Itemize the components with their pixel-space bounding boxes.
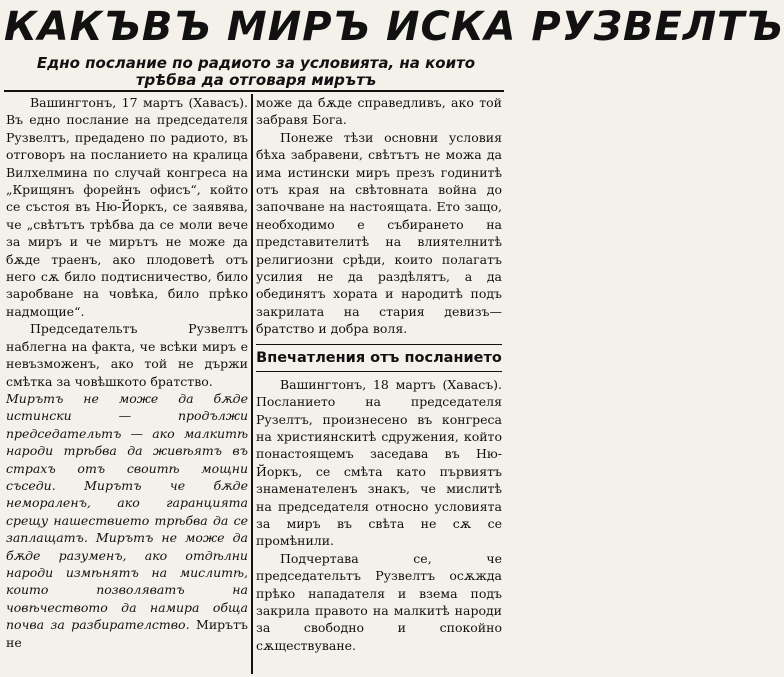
section-title: Впечатления отъ посланието: [256, 344, 502, 372]
right-paragraph-2: Понеже тѣзи основни условия бѣха забравени, свѣтътъ не можа да има истински миръ презъ годинитѣ отъ края на свѣтовната война до започване на настоящата. Ето защо, необходимо е събирането на представителитѣ на влиятелнитѣ религиозни срѣди, които полагатъ усилия не да раздѣлятъ, а да обединятъ хората и народитѣ подъ закрилата на стария девизъ—братство и добра воля.: [256, 129, 502, 337]
subhead: Едно послание по радиото за условията, на които трѣбва да отговаря мирътъ: [36, 54, 476, 89]
column-divider: [251, 94, 253, 674]
left-column: [6, 94, 248, 674]
headline: КАКЪВЪ МИРЪ ИСКА РУЗВЕЛТЪ: [4, 4, 784, 50]
right-paragraph-4: Подчертава се, че председательтъ Рузвелтъ осѫжда прѣко нападателя и взема подъ закрила правото на малкитѣ народи за свободно и спокойно сѫществуване.: [256, 550, 502, 653]
left-paragraph-2: Председательтъ Рузвелтъ наблегна на факта, че всѣки миръ е невъзможенъ, ако той не държи смѣтка за човѣшкото братство.: [6, 321, 248, 389]
right-paragraph-continued: може да бѫде справедливъ, ако той забравя Бога.: [256, 95, 502, 128]
top-rule: [4, 90, 504, 92]
right-column: [256, 94, 502, 674]
left-paragraph-3-quote: [6, 390, 248, 651]
quote-tail-text: Мирътъ не: [6, 617, 248, 650]
quote-italic-text: Мирътъ не може да бѫде истински — продължи председательтъ — ако малкитѣ народи трѣбва да живѣятъ въ страхъ отъ своитѣ мощни съседи. Мирътъ че бѫде немораленъ, ако гаранцията срещу нашествието трѣбва да се заплащатъ. Мирътъ не може да бѫде разуменъ, ако отдѣлни народи измѣнятъ на мислитѣ, които позволяватъ на човѣчеството да намира обща почва за разбирателство.: [6, 390, 248, 633]
right-paragraph-3: Вашингтонъ, 18 мартъ (Хавасъ). Посланието на председателя Рузелтъ, произнесено въ конгреса на християнскитѣ сдружения, който понастоящемъ заседава въ Ню-Йоркъ, се смѣта като първиятъ знаменателенъ знакъ, че мислитѣ на председателя относно условията за миръ въ свѣта не сѫ се промѣнили.: [256, 376, 502, 549]
left-paragraph-1: Вашингтонъ, 17 мартъ (Хавасъ). Въ едно послание на председателя Рузвелтъ, предадено по радиото, въ отговоръ на посланието на кралица Вилхелмина по случай конгреса на „Крищянъ форейнъ офисъ“, който се състоя въ Ню-Йоркъ, се заявява, че „свѣтътъ трѣбва да се моли вече за миръ и че мирътъ не може да бѫде траенъ, ако плодоветѣ отъ него сѫ било подтисничество, било заробване на човѣка, било прѣко надмощие“.: [6, 95, 248, 319]
